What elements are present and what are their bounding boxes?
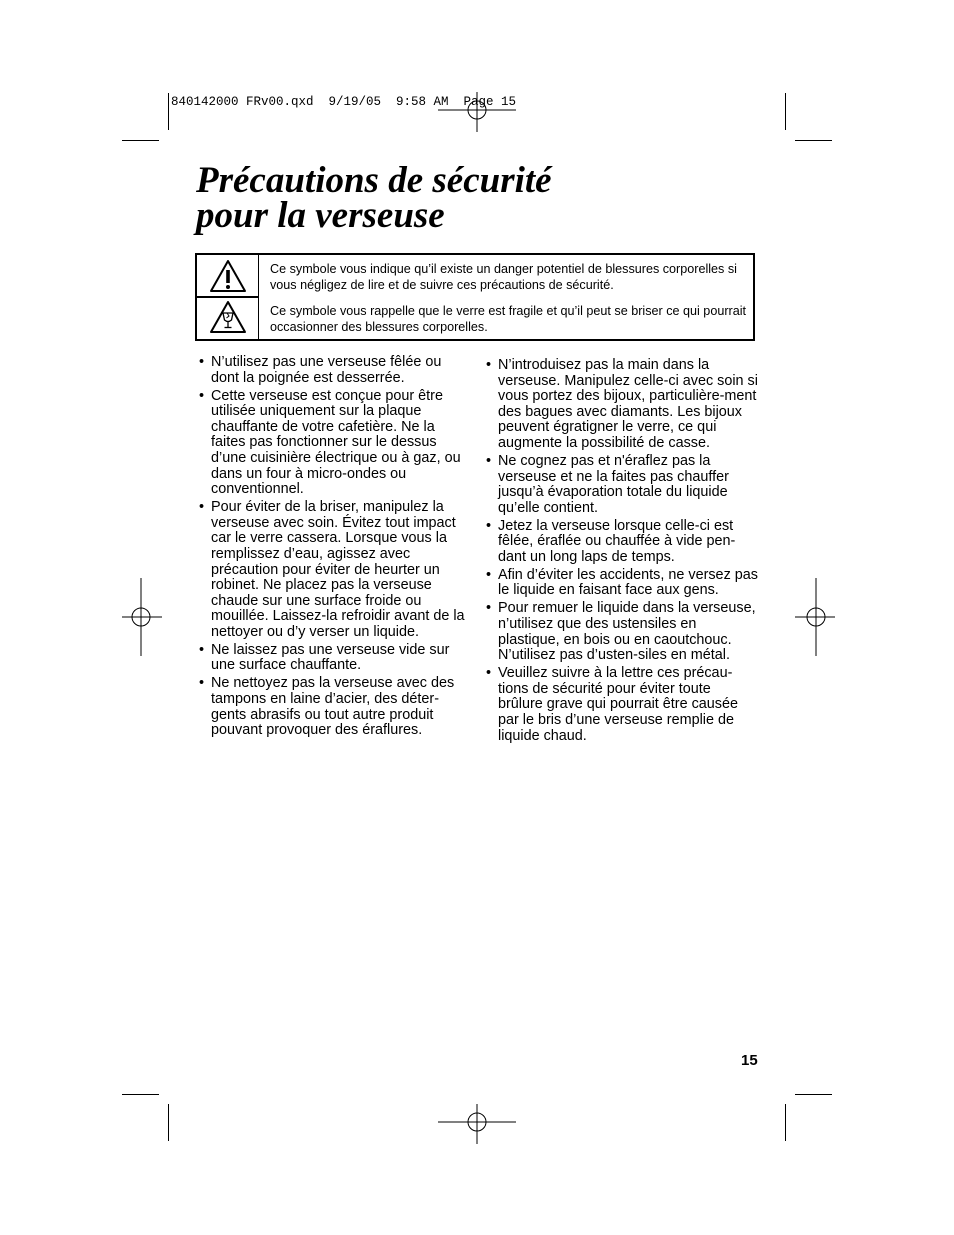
list-item: • Pour remuer le liquide dans la verseuse, n’utilisez que des ustensiles en plastique, en bois ou en caoutchouc. N’utilisez pas d’usten-siles en métal. [484, 601, 759, 663]
notice-icon-column [197, 255, 259, 339]
list-item: • N’introduisez pas la main dans la verseuse. Manipulez celle-ci avec soin si vous portez des bijoux, particulière-ment des bagues avec diamants. Les bijoux peuvent égratigner le verre, ce qui augmente la possibilité de casse. [484, 358, 759, 452]
list-item: • Afin d’éviter les accidents, ne versez pas le liquide en faisant face aux gens. [484, 568, 759, 599]
list-item: • Cette verseuse est conçue pour être utilisée uniquement sur la plaque chauffante de votre cafetière. Ne la faites pas fonctionner sur le dessus d’une cuisinière électrique ou à gaz, ou dans un four à micro-ondes ou conventionnel. [197, 389, 469, 498]
warning-exclamation-icon [209, 259, 247, 293]
list-item: • Pour éviter de la briser, manipulez la verseuse avec soin. Évitez tout impact car le verre cassera. Lorsque vous la remplissez d’eau, agissez avec précaution pour éviter de heurter un robinet. Ne placez pas la verseuse chaude sur une surface froide ou mouillée. Laissez-la refroidir avant de la nettoyer ou d’y verser un liquide. [197, 500, 469, 640]
title-line: pour la verseuse [196, 195, 445, 236]
page-number: 15 [741, 1052, 758, 1069]
crop-mark [795, 140, 832, 141]
list-item: • Ne nettoyez pas la verseuse avec des tampons en laine d’acier, des déter-gents abrasifs ou tout autre produit pouvant provoquer des éraflures. [197, 676, 469, 738]
registration-mark-icon [122, 578, 162, 656]
crop-mark [785, 93, 786, 130]
crop-mark [168, 1104, 169, 1141]
list-item: • N’utilisez pas une verseuse fêlée ou dont la poignée est desserrée. [197, 355, 469, 386]
crop-mark [785, 1104, 786, 1141]
list-item: • Ne cognez pas et n'éraflez pas la verseuse et ne la faites pas chauffer jusqu’à évaporation totale du liquide qu’elle contient. [484, 454, 759, 516]
broken-glass-icon [209, 300, 247, 334]
list-item: • Veuillez suivre à la lettre ces précau-tions de sécurité pour éviter toute brûlure grave qui pourrait être causée par le bris d’une verseuse remplie de liquide chaud. [484, 666, 759, 744]
right-column [484, 358, 759, 747]
registration-mark-icon [438, 1104, 516, 1144]
glass-symbol-text: Ce symbole vous rappelle que le verre est fragile et qu’il peut se briser ce qui pourrait occasionner des blessures corporelles. [270, 304, 747, 334]
title-line: Précautions de sécurité [196, 160, 552, 201]
left-column [197, 355, 469, 741]
crop-mark [122, 140, 159, 141]
precautions-list-right [484, 358, 759, 744]
precautions-list-left [197, 355, 469, 739]
list-item: • Ne laissez pas une verseuse vide sur une surface chauffante. [197, 643, 469, 674]
warning-symbol-text: Ce symbole vous indique qu’il existe un danger potentiel de blessures corporelles si vous négligez de lire et de suivre ces précautions de sécurité. [270, 262, 737, 292]
registration-mark-icon [795, 578, 835, 656]
slug-line: 840142000 FRv00.qxd 9/19/05 9:58 AM Page 15 [171, 95, 517, 109]
crop-mark [168, 93, 169, 130]
list-item: • Jetez la verseuse lorsque celle-ci est fêlée, éraflée ou chauffée à vide pen-dant un long laps de temps. [484, 519, 759, 566]
crop-mark [122, 1094, 159, 1095]
page-title [196, 160, 796, 236]
safety-notice-box [195, 253, 755, 341]
crop-mark [795, 1094, 832, 1095]
icon-divider [197, 296, 258, 298]
